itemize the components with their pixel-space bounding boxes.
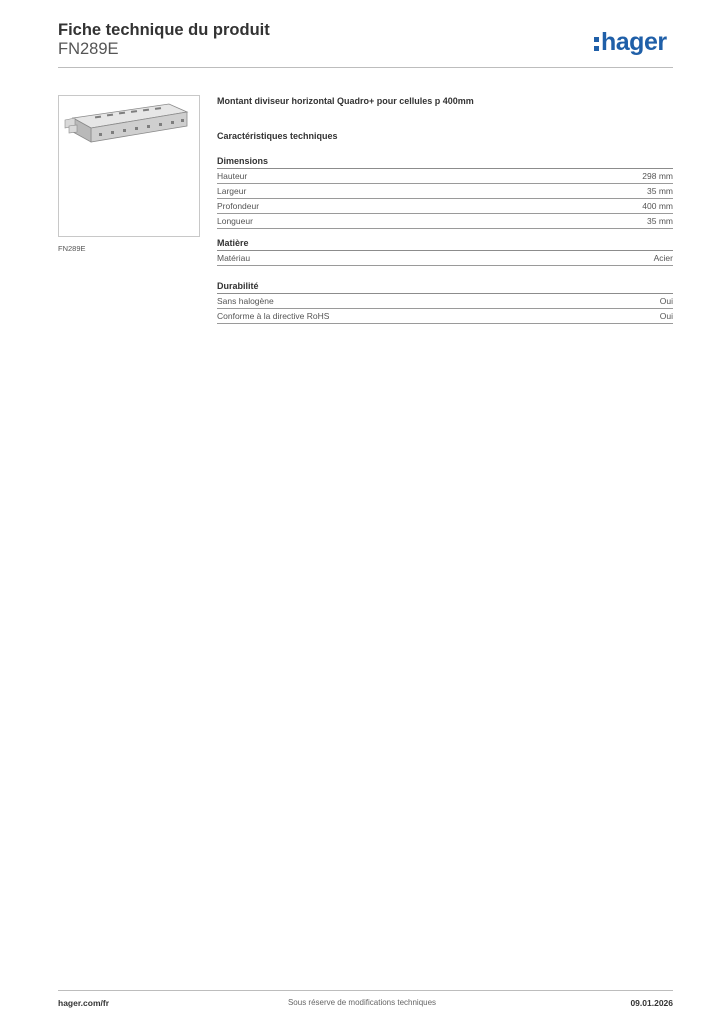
spec-value: Acier — [653, 253, 673, 263]
spec-row — [217, 309, 673, 324]
specs-title: Caractéristiques techniques — [217, 131, 338, 141]
spec-value: 400 mm — [642, 201, 673, 211]
logo-colon-mark — [594, 34, 599, 52]
spec-label: Conforme à la directive RoHS — [217, 311, 330, 321]
footer-date: 09.01.2026 — [630, 998, 673, 1008]
section-dimensions — [217, 155, 673, 229]
spec-label: Profondeur — [217, 201, 260, 211]
footer-disclaimer: Sous réserve de modifications techniques — [287, 998, 437, 1007]
spec-label: Sans halogène — [217, 296, 274, 306]
spec-row — [217, 294, 673, 309]
spec-row — [217, 169, 673, 184]
spec-value: 35 mm — [647, 216, 673, 226]
hager-logo — [594, 28, 667, 56]
spec-label: Hauteur — [217, 171, 248, 181]
spec-row — [217, 184, 673, 199]
spec-label: Matériau — [217, 253, 251, 263]
image-caption: FN289E — [58, 244, 86, 253]
page-title: Fiche technique du produit — [58, 21, 270, 39]
spec-label: Largeur — [217, 186, 247, 196]
spec-value: Oui — [659, 296, 673, 306]
spec-row — [217, 199, 673, 214]
section-title: Durabilité — [217, 280, 673, 294]
product-description: Montant diviseur horizontal Quadro+ pour cellules p 400mm — [217, 96, 474, 106]
spec-row — [217, 214, 673, 229]
spec-value: Oui — [659, 311, 673, 321]
footer-website-link[interactable]: hager.com/fr — [58, 998, 110, 1008]
section-durability — [217, 280, 673, 324]
footer-divider — [58, 990, 673, 991]
section-material — [217, 237, 673, 266]
section-title: Dimensions — [217, 155, 673, 169]
spec-row — [217, 251, 673, 266]
divider-rail-illustration — [59, 96, 199, 236]
header-divider — [58, 67, 673, 68]
section-title: Matière — [217, 237, 673, 251]
logo-text: hager — [601, 28, 667, 56]
spec-value: 35 mm — [647, 186, 673, 196]
product-code: FN289E — [58, 40, 119, 58]
spec-value: 298 mm — [642, 171, 673, 181]
spec-label: Longueur — [217, 216, 253, 226]
product-image — [58, 95, 200, 237]
